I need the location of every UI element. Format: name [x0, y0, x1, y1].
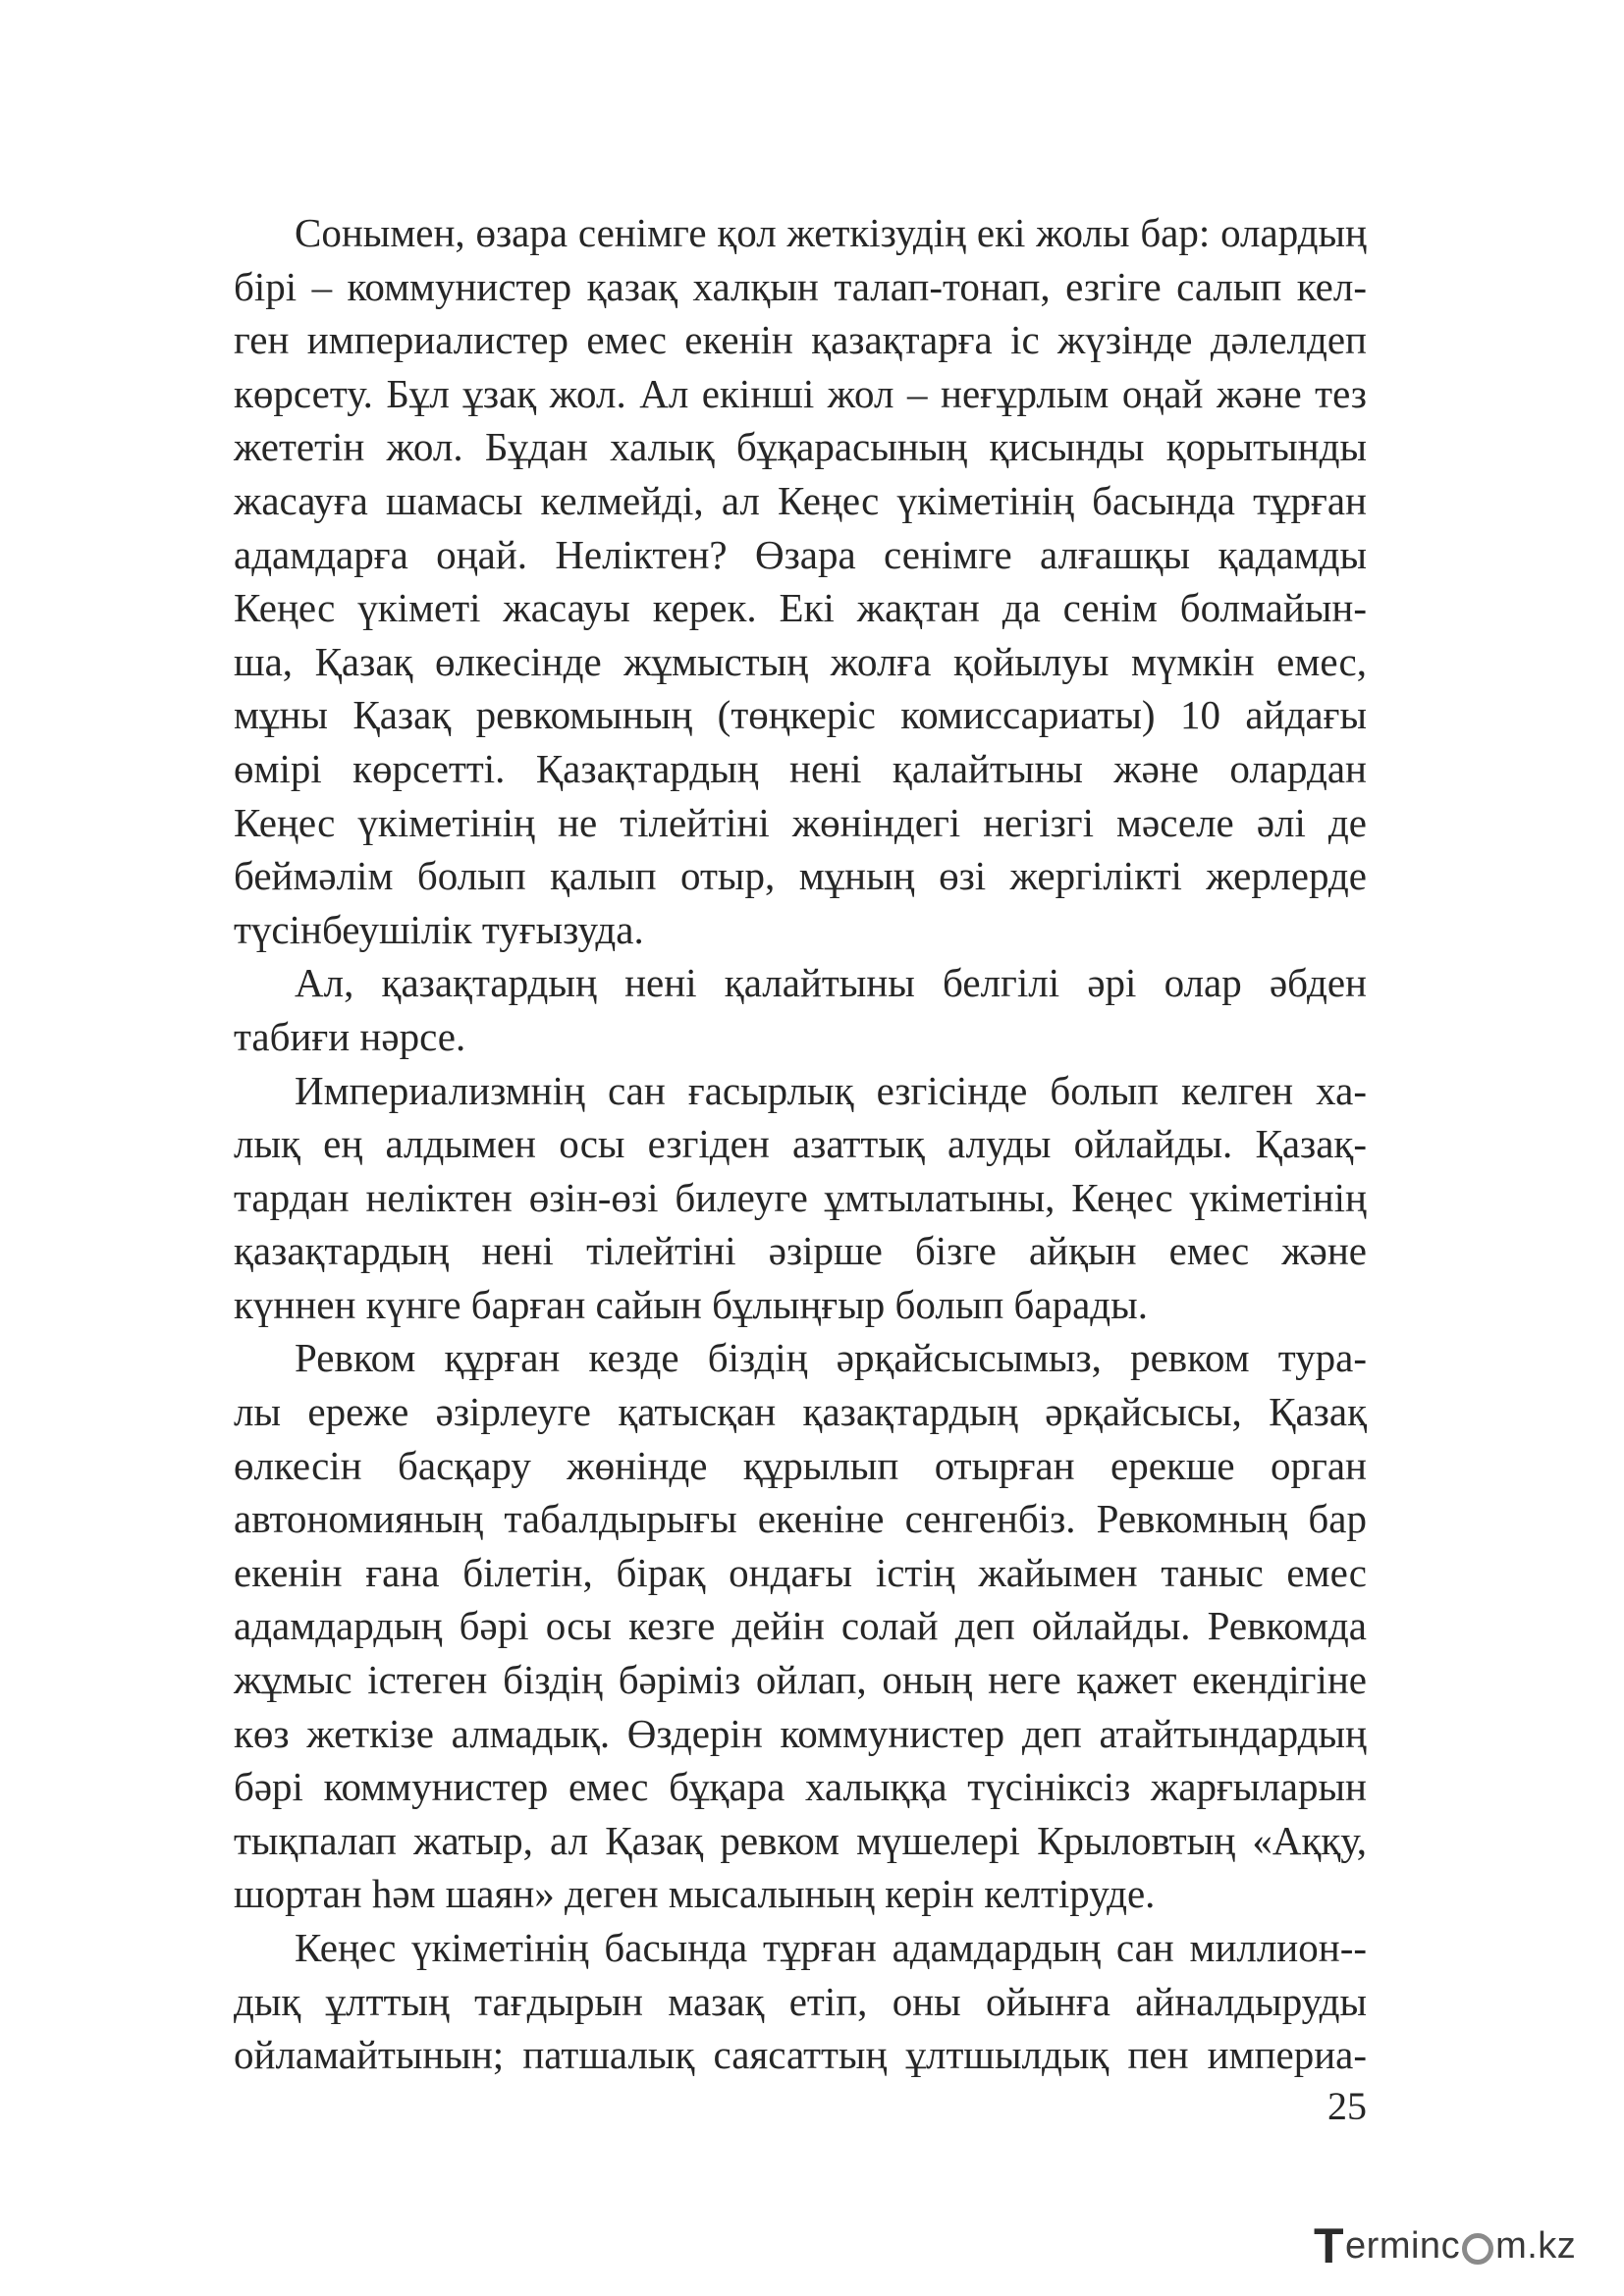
- text-line: дық ұлттың тағдырын мазақ етіп, оны ойынға айналдыруды: [234, 1978, 1367, 2024]
- text-line: Империализмнің сан ғасырлық езгісінде болып келген ха-: [295, 1067, 1367, 1113]
- text-line: өмірі көрсетті. Қазақтардың нені қалайтыны және олардан: [234, 745, 1367, 791]
- text-line: Ревком құрған кезде біздің әрқайсысымыз, ревком тура-: [295, 1335, 1367, 1381]
- text-line: лы ереже әзірлеуге қатысқан қазақтардың әрқайсысы, Қазақ: [234, 1389, 1367, 1435]
- text-line: адамдарға оңай. Неліктен? Өзара сенімге алғашқы қадамды: [234, 531, 1367, 577]
- text-line: түсінбеушілік туғызуда.: [234, 906, 644, 952]
- page-number: 25: [1327, 2084, 1367, 2128]
- text-line: ген империалистер емес екенін қазақтарға іс жүзінде дәлелдеп: [234, 317, 1367, 363]
- text-line: жұмыс істеген біздің бәріміз ойлап, оның неге қажет екендігіне: [234, 1657, 1367, 1703]
- text-line: қазақтардың нені тілейтіні әзірше бізге айқын емес және: [234, 1228, 1367, 1274]
- text-line: жасауға шамасы келмейді, ал Кеңес үкіметінің басында тұрған: [234, 477, 1367, 523]
- text-line: Ал, қазақтардың нені қалайтыны белгілі әрі олар әбден: [295, 960, 1367, 1006]
- text-line: тықпалап жатыр, ал Қазақ ревком мүшелері Крыловтың «Аққу,: [234, 1817, 1367, 1863]
- text-line: Сонымен, өзара сенімге қол жеткізудің екі жолы бар: олардың: [295, 210, 1367, 255]
- text-line: мұны Қазақ ревкомының (төңкеріс комиссариаты) 10 айдағы: [234, 692, 1367, 738]
- text-line: екенін ғана білетін, бірақ ондағы істің жайымен таныс емес: [234, 1549, 1367, 1595]
- text-line: ша, Қазақ өлкесінде жұмыстың жолға қойылуы мүмкін емес,: [234, 638, 1367, 684]
- text-line: автономияның табалдырығы екеніне сенгенбіз. Ревкомның бар: [234, 1496, 1367, 1542]
- text-line: бәрі коммунистер емес бұқара халыққа түсініксіз жарғыларын: [234, 1764, 1367, 1810]
- paragraph: [234, 206, 1367, 956]
- paragraph: [234, 1921, 1367, 2082]
- watermark-prefix: T: [1314, 2218, 1345, 2273]
- text-line: шортан һәм шаян» деген мысалының керін келтіруде.: [234, 1871, 1156, 1917]
- watermark-middle: erminc: [1345, 2224, 1461, 2267]
- text-line: жететін жол. Бұдан халық бұқарасының қисынды қорытынды: [234, 424, 1367, 470]
- text-line: күннен күнге барған сайын бұлыңғыр болып барады.: [234, 1281, 1148, 1327]
- watermark-suffix: m.kz: [1495, 2224, 1577, 2267]
- text-line: Кеңес үкіметінің не тілейтіні жөніндегі негізгі мәселе әлі де: [234, 799, 1367, 845]
- watermark-logo: [1314, 2220, 1576, 2271]
- text-line: Кеңес үкіметінің басында тұрған адамдардың сан миллион--: [295, 1925, 1367, 1970]
- text-line: өлкесін басқару жөнінде құрылып отырған ерекше орган: [234, 1442, 1367, 1488]
- text-line: адамдардың бәрі осы кезге дейін солай деп ойлайды. Ревкомда: [234, 1603, 1367, 1649]
- body-text: [234, 206, 1367, 2082]
- paragraph: [234, 1064, 1367, 1332]
- watermark-o-icon: [1462, 2233, 1493, 2265]
- text-line: бірі – коммунистер қазақ халқын талап-тонап, езгіге салып кел-: [234, 263, 1367, 309]
- text-line: тардан неліктен өзін-өзі билеуге ұмтылатыны, Кеңес үкіметінің: [234, 1174, 1367, 1220]
- text-line: табиғи нәрсе.: [234, 1013, 466, 1059]
- text-line: беймәлім болып қалып отыр, мұның өзі жергілікті жерлерде: [234, 853, 1367, 899]
- paragraph: [234, 956, 1367, 1063]
- paragraph: [234, 1331, 1367, 1921]
- text-line: көрсету. Бұл ұзақ жол. Ал екінші жол – неғұрлым оңай және тез: [234, 370, 1367, 416]
- text-line: ойламайтынын; патшалық саясаттың ұлтшылдық пен империа-: [234, 2032, 1367, 2078]
- text-line: көз жеткізе алмадық. Өздерін коммунистер деп атайтындардың: [234, 1710, 1367, 1756]
- text-line: лық ең алдымен осы езгіден азаттық алуды ойлайды. Қазақ-: [234, 1121, 1367, 1167]
- text-line: Кеңес үкіметі жасауы керек. Екі жақтан да сенім болмайын-: [234, 585, 1367, 631]
